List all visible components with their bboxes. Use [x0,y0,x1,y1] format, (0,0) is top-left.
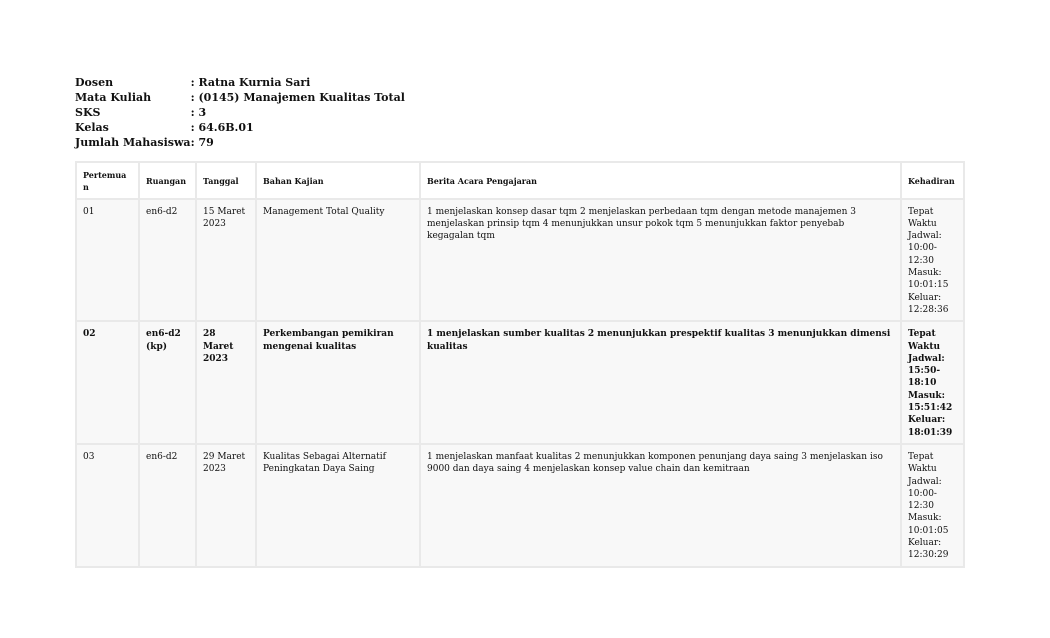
cell-pertemuan: 02 [76,321,139,444]
table-row [76,321,964,444]
info-value: : 79 [190,136,214,149]
info-label: Jumlah Mahasiswa [75,136,191,149]
cell-ruangan: en6-d2 [139,199,196,322]
cell-tanggal: 15 Maret 2023 [196,199,256,322]
cell-tanggal: 29 Maret 2023 [196,444,256,567]
cell-berita-acara: 1 menjelaskan sumber kualitas 2 menunjukkan prespektif kualitas 3 menunjukkan dimensi kualitas [420,321,901,444]
cell-berita-acara: 1 menjelaskan konsep dasar tqm 2 menjelaskan perbedaan tqm dengan metode manajemen 3 menjelaskan prinsip tqm 4 menunjukkan unsur pokok tqm 5 menunjukkan faktor penyebab kegagalan tqm [420,199,901,322]
header-pertemuan: Pertemuan [76,162,139,199]
info-row-sks [75,105,405,120]
header-kehadiran: Kehadiran [901,162,964,199]
header-ruangan: Ruangan [139,162,196,199]
cell-bahan-kajian: Kualitas Sebagai Alternatif Peningkatan Daya Saing [256,444,420,567]
attendance-status: Tepat Waktu [908,451,937,475]
attendance-masuk: Masuk: 10:01:15 [908,268,949,291]
table-row [76,199,964,322]
cell-pertemuan: 01 [76,199,139,322]
course-info [75,75,405,150]
info-value: : (0145) Manajemen Kualitas Total [190,91,405,104]
attendance-masuk: Masuk: 10:01:05 [908,513,949,536]
cell-bahan-kajian: Management Total Quality [256,199,420,322]
table-row [76,444,964,567]
info-label: Mata Kuliah [75,91,152,104]
attendance-jadwal: Jadwal: 15:50-18:10 [908,353,945,389]
cell-pertemuan: 03 [76,444,139,567]
attendance-status: Tepat Waktu [908,329,941,352]
attendance-status: Tepat Waktu [908,206,937,229]
info-row-mata-kuliah [75,90,405,105]
info-label: Dosen [75,76,114,89]
info-label: Kelas [75,121,109,134]
header-bahan-kajian: Bahan Kajian [256,162,420,199]
info-value: : Ratna Kurnia Sari [190,76,311,89]
header-berita-acara: Berita Acara Pengajaran [420,162,901,199]
cell-kehadiran [901,321,964,444]
cell-kehadiran [901,444,964,567]
attendance-jadwal: Jadwal: 10:00-12:30 [908,231,942,266]
cell-berita-acara: 1 menjelaskan manfaat kualitas 2 menunjukkan komponen penunjang daya saing 3 menjelaskan iso 9000 dan daya saing 4 menjelaskan konsep value chain dan kemitraan [420,444,901,567]
cell-ruangan: en6-d2 (kp) [139,321,196,444]
attendance-table [75,161,965,568]
attendance-keluar: Keluar: 12:30:29 [908,538,949,561]
attendance-masuk: Masuk: 15:51:42 [908,390,953,414]
attendance-keluar: Keluar: 12:28:36 [908,292,949,315]
cell-ruangan: en6-d2 [139,444,196,567]
header-tanggal: Tanggal [196,162,256,199]
info-label: SKS [75,106,101,119]
info-row-jumlah-mahasiswa [75,135,405,150]
info-value: : 64.6B.01 [190,121,254,134]
cell-tanggal: 28 Maret 2023 [196,321,256,444]
info-row-kelas [75,120,405,135]
table-header-row [76,162,964,199]
attendance-jadwal: Jadwal: 10:00-12:30 [908,476,942,512]
info-row-dosen [75,75,405,90]
info-value: : 3 [190,106,207,119]
attendance-keluar: Keluar: 18:01:39 [908,415,953,438]
cell-bahan-kajian: Perkembangan pemikiran mengenai kualitas [256,321,420,444]
cell-kehadiran [901,199,964,322]
